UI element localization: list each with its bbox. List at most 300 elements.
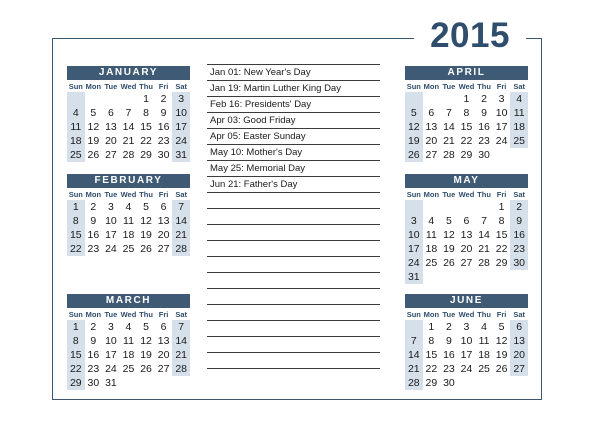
day-cell — [137, 376, 155, 390]
day-cell — [155, 270, 173, 284]
day-cell: 16 — [157, 121, 170, 133]
week-row — [405, 270, 528, 284]
month-may — [405, 174, 528, 284]
day-cell — [475, 376, 493, 390]
week-row — [67, 390, 190, 404]
day-cell — [458, 390, 476, 404]
day-cell: 7 — [405, 334, 423, 348]
day-cell — [102, 256, 120, 270]
month-february — [67, 174, 190, 284]
day-header: Thu — [139, 82, 153, 91]
day-cell: 20 — [105, 135, 117, 147]
day-cell: 12 — [443, 229, 455, 241]
day-cell: 7 — [481, 215, 487, 227]
day-cell: 26 — [443, 257, 455, 269]
month-grid — [405, 81, 528, 176]
day-header: Wed — [458, 82, 475, 91]
week-row — [405, 134, 528, 148]
week-row — [67, 106, 190, 120]
week-row — [67, 242, 190, 256]
day-cell: 8 — [67, 214, 85, 228]
day-cell: 25 — [478, 363, 490, 375]
day-cell: 18 — [425, 243, 438, 255]
day-cell — [493, 148, 511, 162]
day-cell: 21 — [172, 348, 190, 362]
day-cell: 1 — [428, 321, 435, 333]
day-cell: 24 — [105, 243, 117, 255]
day-cell: 15 — [495, 229, 508, 241]
day-cell — [405, 92, 423, 106]
day-cell — [493, 270, 511, 284]
holiday-blank-line — [207, 209, 380, 225]
year-title: 2015 — [414, 16, 526, 56]
day-cell: 20 — [157, 229, 170, 241]
holiday-blank-line — [207, 273, 380, 289]
day-cell: 29 — [460, 149, 473, 161]
day-cell: 15 — [460, 121, 473, 133]
day-cell: 5 — [143, 321, 149, 333]
day-cell: 9 — [481, 107, 487, 119]
day-cell — [85, 390, 103, 404]
day-cell: 4 — [125, 321, 132, 333]
day-cell — [67, 92, 85, 106]
day-cell — [475, 270, 493, 284]
day-cell: 20 — [460, 243, 473, 255]
day-cell — [493, 376, 511, 390]
day-cell: 5 — [405, 106, 423, 120]
holiday-entry: May 10: Mother's Day — [207, 145, 380, 161]
day-cell: 24 — [105, 363, 117, 375]
day-header: Mon — [423, 82, 440, 91]
week-row — [67, 376, 190, 390]
day-header: Fri — [158, 310, 169, 319]
day-cell: 24 — [460, 363, 473, 375]
day-cell — [120, 270, 138, 284]
day-cell — [67, 256, 85, 270]
day-cell: 29 — [425, 377, 438, 389]
day-cell: 5 — [143, 201, 149, 213]
day-cell: 17 — [495, 121, 508, 133]
day-cell: 10 — [495, 107, 508, 119]
day-cell: 18 — [67, 134, 85, 148]
week-row — [67, 92, 190, 106]
day-cell: 13 — [105, 121, 117, 133]
month-april — [405, 66, 528, 176]
day-cell: 5 — [445, 215, 452, 227]
day-cell: 25 — [122, 243, 135, 255]
week-row — [405, 320, 528, 334]
day-header: Sat — [513, 82, 526, 91]
day-cell — [405, 390, 423, 404]
day-cell: 10 — [172, 106, 190, 120]
day-cell — [440, 390, 458, 404]
day-cell: 9 — [445, 335, 452, 347]
day-cell: 28 — [478, 257, 490, 269]
day-cell: 4 — [125, 201, 132, 213]
holiday-entry: May 25: Memorial Day — [207, 161, 380, 177]
day-cell — [423, 270, 441, 284]
month-name: JANUARY — [67, 66, 190, 80]
day-header: Fri — [158, 190, 169, 199]
day-cell: 8 — [428, 335, 435, 347]
day-cell: 4 — [428, 215, 435, 227]
month-grid — [67, 189, 190, 284]
day-cell: 10 — [105, 215, 117, 227]
day-header: Sat — [175, 82, 188, 91]
day-cell: 27 — [460, 257, 473, 269]
day-cell: 17 — [105, 229, 117, 241]
day-cell — [137, 270, 155, 284]
day-cell: 29 — [67, 376, 85, 390]
day-header: Thu — [477, 310, 491, 319]
day-header: Tue — [442, 190, 456, 199]
day-cell: 20 — [425, 135, 438, 147]
day-cell: 26 — [495, 363, 508, 375]
day-cell: 16 — [510, 228, 528, 242]
day-cell: 31 — [172, 148, 190, 162]
day-header: Thu — [477, 82, 491, 91]
day-cell: 22 — [495, 243, 508, 255]
week-row — [405, 200, 528, 214]
day-cell: 9 — [160, 107, 167, 119]
day-cell: 5 — [90, 107, 97, 119]
day-cell: 23 — [157, 135, 170, 147]
day-cell: 22 — [460, 135, 473, 147]
day-cell: 23 — [87, 363, 100, 375]
day-header: Sun — [68, 310, 83, 319]
day-cell: 6 — [463, 215, 470, 227]
day-cell: 3 — [405, 214, 423, 228]
month-name: JUNE — [405, 294, 528, 308]
day-cell: 13 — [157, 215, 170, 227]
day-cell: 22 — [67, 242, 85, 256]
day-cell: 11 — [67, 120, 85, 134]
day-cell: 19 — [140, 349, 152, 361]
day-cell — [405, 200, 423, 214]
day-cell: 25 — [67, 148, 85, 162]
day-cell: 4 — [481, 321, 487, 333]
holiday-entry: Apr 05: Easter Sunday — [207, 129, 380, 145]
day-cell: 7 — [172, 200, 190, 214]
day-cell: 25 — [122, 363, 135, 375]
holiday-entry: Feb 16: Presidents' Day — [207, 97, 380, 113]
week-row — [67, 348, 190, 362]
month-january — [67, 66, 190, 176]
day-cell — [458, 376, 476, 390]
day-cell: 13 — [157, 335, 170, 347]
day-cell: 2 — [510, 200, 528, 214]
day-cell: 25 — [425, 257, 438, 269]
day-cell: 11 — [510, 106, 528, 120]
day-cell: 4 — [67, 106, 85, 120]
day-cell: 10 — [105, 335, 117, 347]
day-cell: 2 — [160, 93, 167, 105]
day-cell: 26 — [87, 149, 100, 161]
day-cell — [120, 92, 138, 106]
day-cell: 4 — [510, 92, 528, 106]
day-cell: 20 — [510, 348, 528, 362]
week-row — [67, 270, 190, 284]
day-cell: 5 — [498, 321, 505, 333]
month-name: MAY — [405, 174, 528, 188]
day-cell: 11 — [478, 335, 490, 347]
day-header: Mon — [85, 310, 102, 319]
day-cell: 29 — [140, 149, 152, 161]
day-cell: 28 — [122, 149, 135, 161]
day-cell: 1 — [498, 201, 505, 213]
day-cell: 2 — [90, 201, 97, 213]
month-grid — [67, 81, 190, 176]
day-cell — [423, 92, 441, 106]
day-header: Mon — [423, 310, 440, 319]
day-cell: 21 — [478, 243, 490, 255]
day-cell: 14 — [443, 121, 455, 133]
day-cell: 23 — [478, 135, 490, 147]
day-cell — [510, 390, 528, 404]
day-header: Tue — [442, 82, 456, 91]
holiday-blank-line — [207, 241, 380, 257]
week-row — [67, 120, 190, 134]
week-row — [405, 256, 528, 270]
month-grid — [405, 309, 528, 404]
day-cell: 2 — [481, 93, 487, 105]
day-header: Sun — [68, 82, 83, 91]
day-cell: 8 — [67, 334, 85, 348]
day-header: Fri — [496, 310, 507, 319]
day-header: Tue — [442, 310, 456, 319]
day-cell: 26 — [140, 363, 152, 375]
week-row — [67, 334, 190, 348]
day-header: Wed — [458, 190, 475, 199]
day-cell — [155, 376, 173, 390]
holiday-blank-line — [207, 321, 380, 337]
holiday-blank-line — [207, 257, 380, 273]
week-row — [405, 362, 528, 376]
day-cell: 18 — [122, 349, 135, 361]
day-cell — [440, 200, 458, 214]
day-header: Sat — [175, 310, 188, 319]
day-cell: 28 — [172, 242, 190, 256]
day-cell — [475, 390, 493, 404]
day-cell: 12 — [405, 120, 423, 134]
day-cell: 23 — [510, 242, 528, 256]
day-cell: 28 — [405, 376, 423, 390]
month-march — [67, 294, 190, 404]
day-cell: 13 — [460, 229, 473, 241]
day-cell: 24 — [172, 134, 190, 148]
day-cell — [120, 376, 138, 390]
day-cell: 27 — [425, 149, 438, 161]
day-cell: 7 — [445, 107, 452, 119]
day-cell: 28 — [443, 149, 455, 161]
day-header: Tue — [104, 190, 118, 199]
day-cell: 6 — [160, 321, 167, 333]
day-cell: 1 — [463, 93, 470, 105]
day-cell: 14 — [172, 334, 190, 348]
day-cell: 1 — [67, 200, 85, 214]
day-cell — [67, 390, 85, 404]
day-cell: 16 — [87, 229, 100, 241]
day-cell: 18 — [510, 120, 528, 134]
day-cell: 3 — [107, 321, 114, 333]
day-cell: 23 — [443, 363, 455, 375]
day-cell: 16 — [87, 349, 100, 361]
holiday-entry: Jun 21: Father's Day — [207, 177, 380, 193]
day-cell: 9 — [90, 335, 97, 347]
day-cell: 15 — [67, 228, 85, 242]
holiday-entry: Jan 19: Martin Luther King Day — [207, 81, 380, 97]
day-cell: 27 — [157, 243, 170, 255]
week-row — [405, 120, 528, 134]
day-cell: 10 — [405, 228, 423, 242]
day-header: Mon — [85, 82, 102, 91]
day-cell: 21 — [122, 135, 135, 147]
day-cell — [137, 390, 155, 404]
week-row — [67, 148, 190, 162]
day-cell — [510, 148, 528, 162]
day-cell: 14 — [172, 214, 190, 228]
day-cell: 12 — [140, 335, 152, 347]
day-cell — [423, 200, 441, 214]
holiday-blank-line — [207, 225, 380, 241]
day-cell: 15 — [425, 349, 438, 361]
day-cell: 2 — [90, 321, 97, 333]
day-cell — [155, 390, 173, 404]
week-row — [405, 92, 528, 106]
day-cell — [102, 390, 120, 404]
day-cell — [440, 92, 458, 106]
day-cell: 14 — [122, 121, 135, 133]
day-cell: 31 — [105, 377, 117, 389]
day-cell — [102, 92, 120, 106]
day-cell: 31 — [405, 270, 423, 284]
day-cell: 27 — [157, 363, 170, 375]
day-cell: 27 — [105, 149, 117, 161]
day-header: Thu — [139, 190, 153, 199]
week-row — [67, 200, 190, 214]
day-cell — [85, 92, 103, 106]
day-cell: 9 — [90, 215, 97, 227]
day-cell: 8 — [463, 107, 470, 119]
day-cell — [172, 390, 190, 404]
day-header: Sat — [513, 190, 526, 199]
day-cell: 3 — [463, 321, 470, 333]
day-cell — [120, 390, 138, 404]
day-cell: 17 — [105, 349, 117, 361]
month-name: APRIL — [405, 66, 528, 80]
day-cell — [423, 390, 441, 404]
month-name: FEBRUARY — [67, 174, 190, 188]
day-cell: 21 — [405, 362, 423, 376]
day-header: Sat — [513, 310, 526, 319]
day-cell: 27 — [510, 362, 528, 376]
day-cell: 11 — [425, 229, 437, 241]
day-cell: 23 — [87, 243, 100, 255]
day-cell — [85, 270, 103, 284]
day-cell — [155, 256, 173, 270]
day-cell: 6 — [160, 201, 167, 213]
day-header: Wed — [120, 82, 137, 91]
day-cell: 8 — [498, 215, 505, 227]
day-cell: 22 — [140, 135, 152, 147]
week-row — [67, 134, 190, 148]
day-cell: 19 — [405, 134, 423, 148]
day-cell — [510, 376, 528, 390]
day-cell: 13 — [510, 334, 528, 348]
day-cell: 26 — [140, 243, 152, 255]
day-header: Sun — [406, 82, 421, 91]
day-cell — [67, 270, 85, 284]
day-cell: 16 — [443, 349, 455, 361]
day-cell: 17 — [172, 120, 190, 134]
day-header: Wed — [120, 190, 137, 199]
day-cell — [458, 270, 476, 284]
day-cell: 22 — [425, 363, 438, 375]
day-cell — [172, 256, 190, 270]
day-cell: 21 — [443, 135, 455, 147]
day-cell — [458, 200, 476, 214]
month-name: MARCH — [67, 294, 190, 308]
day-cell: 2 — [445, 321, 452, 333]
day-header: Fri — [496, 82, 507, 91]
week-row — [405, 148, 528, 162]
day-cell: 19 — [443, 243, 455, 255]
day-header: Wed — [120, 310, 137, 319]
day-header: Sun — [406, 310, 421, 319]
day-header: Wed — [458, 310, 475, 319]
day-cell: 6 — [428, 107, 435, 119]
week-row — [405, 242, 528, 256]
holiday-list — [207, 64, 380, 369]
week-row — [405, 214, 528, 228]
day-cell — [137, 256, 155, 270]
day-cell — [510, 270, 528, 284]
month-grid — [67, 309, 190, 404]
holiday-blank-line — [207, 337, 380, 353]
day-header: Mon — [85, 190, 102, 199]
week-row — [67, 256, 190, 270]
day-header: Sat — [175, 190, 188, 199]
day-cell: 14 — [478, 229, 490, 241]
week-row — [67, 362, 190, 376]
week-row — [405, 348, 528, 362]
week-row — [67, 228, 190, 242]
day-cell: 19 — [87, 135, 100, 147]
day-cell: 30 — [157, 149, 170, 161]
holiday-entry: Apr 03: Good Friday — [207, 113, 380, 129]
day-cell: 26 — [405, 148, 423, 162]
day-cell: 18 — [122, 229, 135, 241]
day-header: Fri — [158, 82, 169, 91]
day-cell: 6 — [107, 107, 114, 119]
day-cell: 14 — [405, 348, 423, 362]
day-header: Tue — [104, 82, 118, 91]
holiday-blank-line — [207, 289, 380, 305]
day-cell: 22 — [67, 362, 85, 376]
day-cell — [405, 320, 423, 334]
week-row — [405, 228, 528, 242]
day-cell — [102, 270, 120, 284]
week-row — [405, 334, 528, 348]
day-cell: 24 — [495, 135, 508, 147]
day-cell — [85, 256, 103, 270]
day-cell: 11 — [123, 215, 134, 227]
day-cell: 30 — [443, 377, 455, 389]
day-cell — [493, 390, 511, 404]
day-cell: 21 — [172, 228, 190, 242]
day-header: Sun — [406, 190, 421, 199]
holiday-entry: Jan 01: New Year's Day — [207, 64, 380, 81]
